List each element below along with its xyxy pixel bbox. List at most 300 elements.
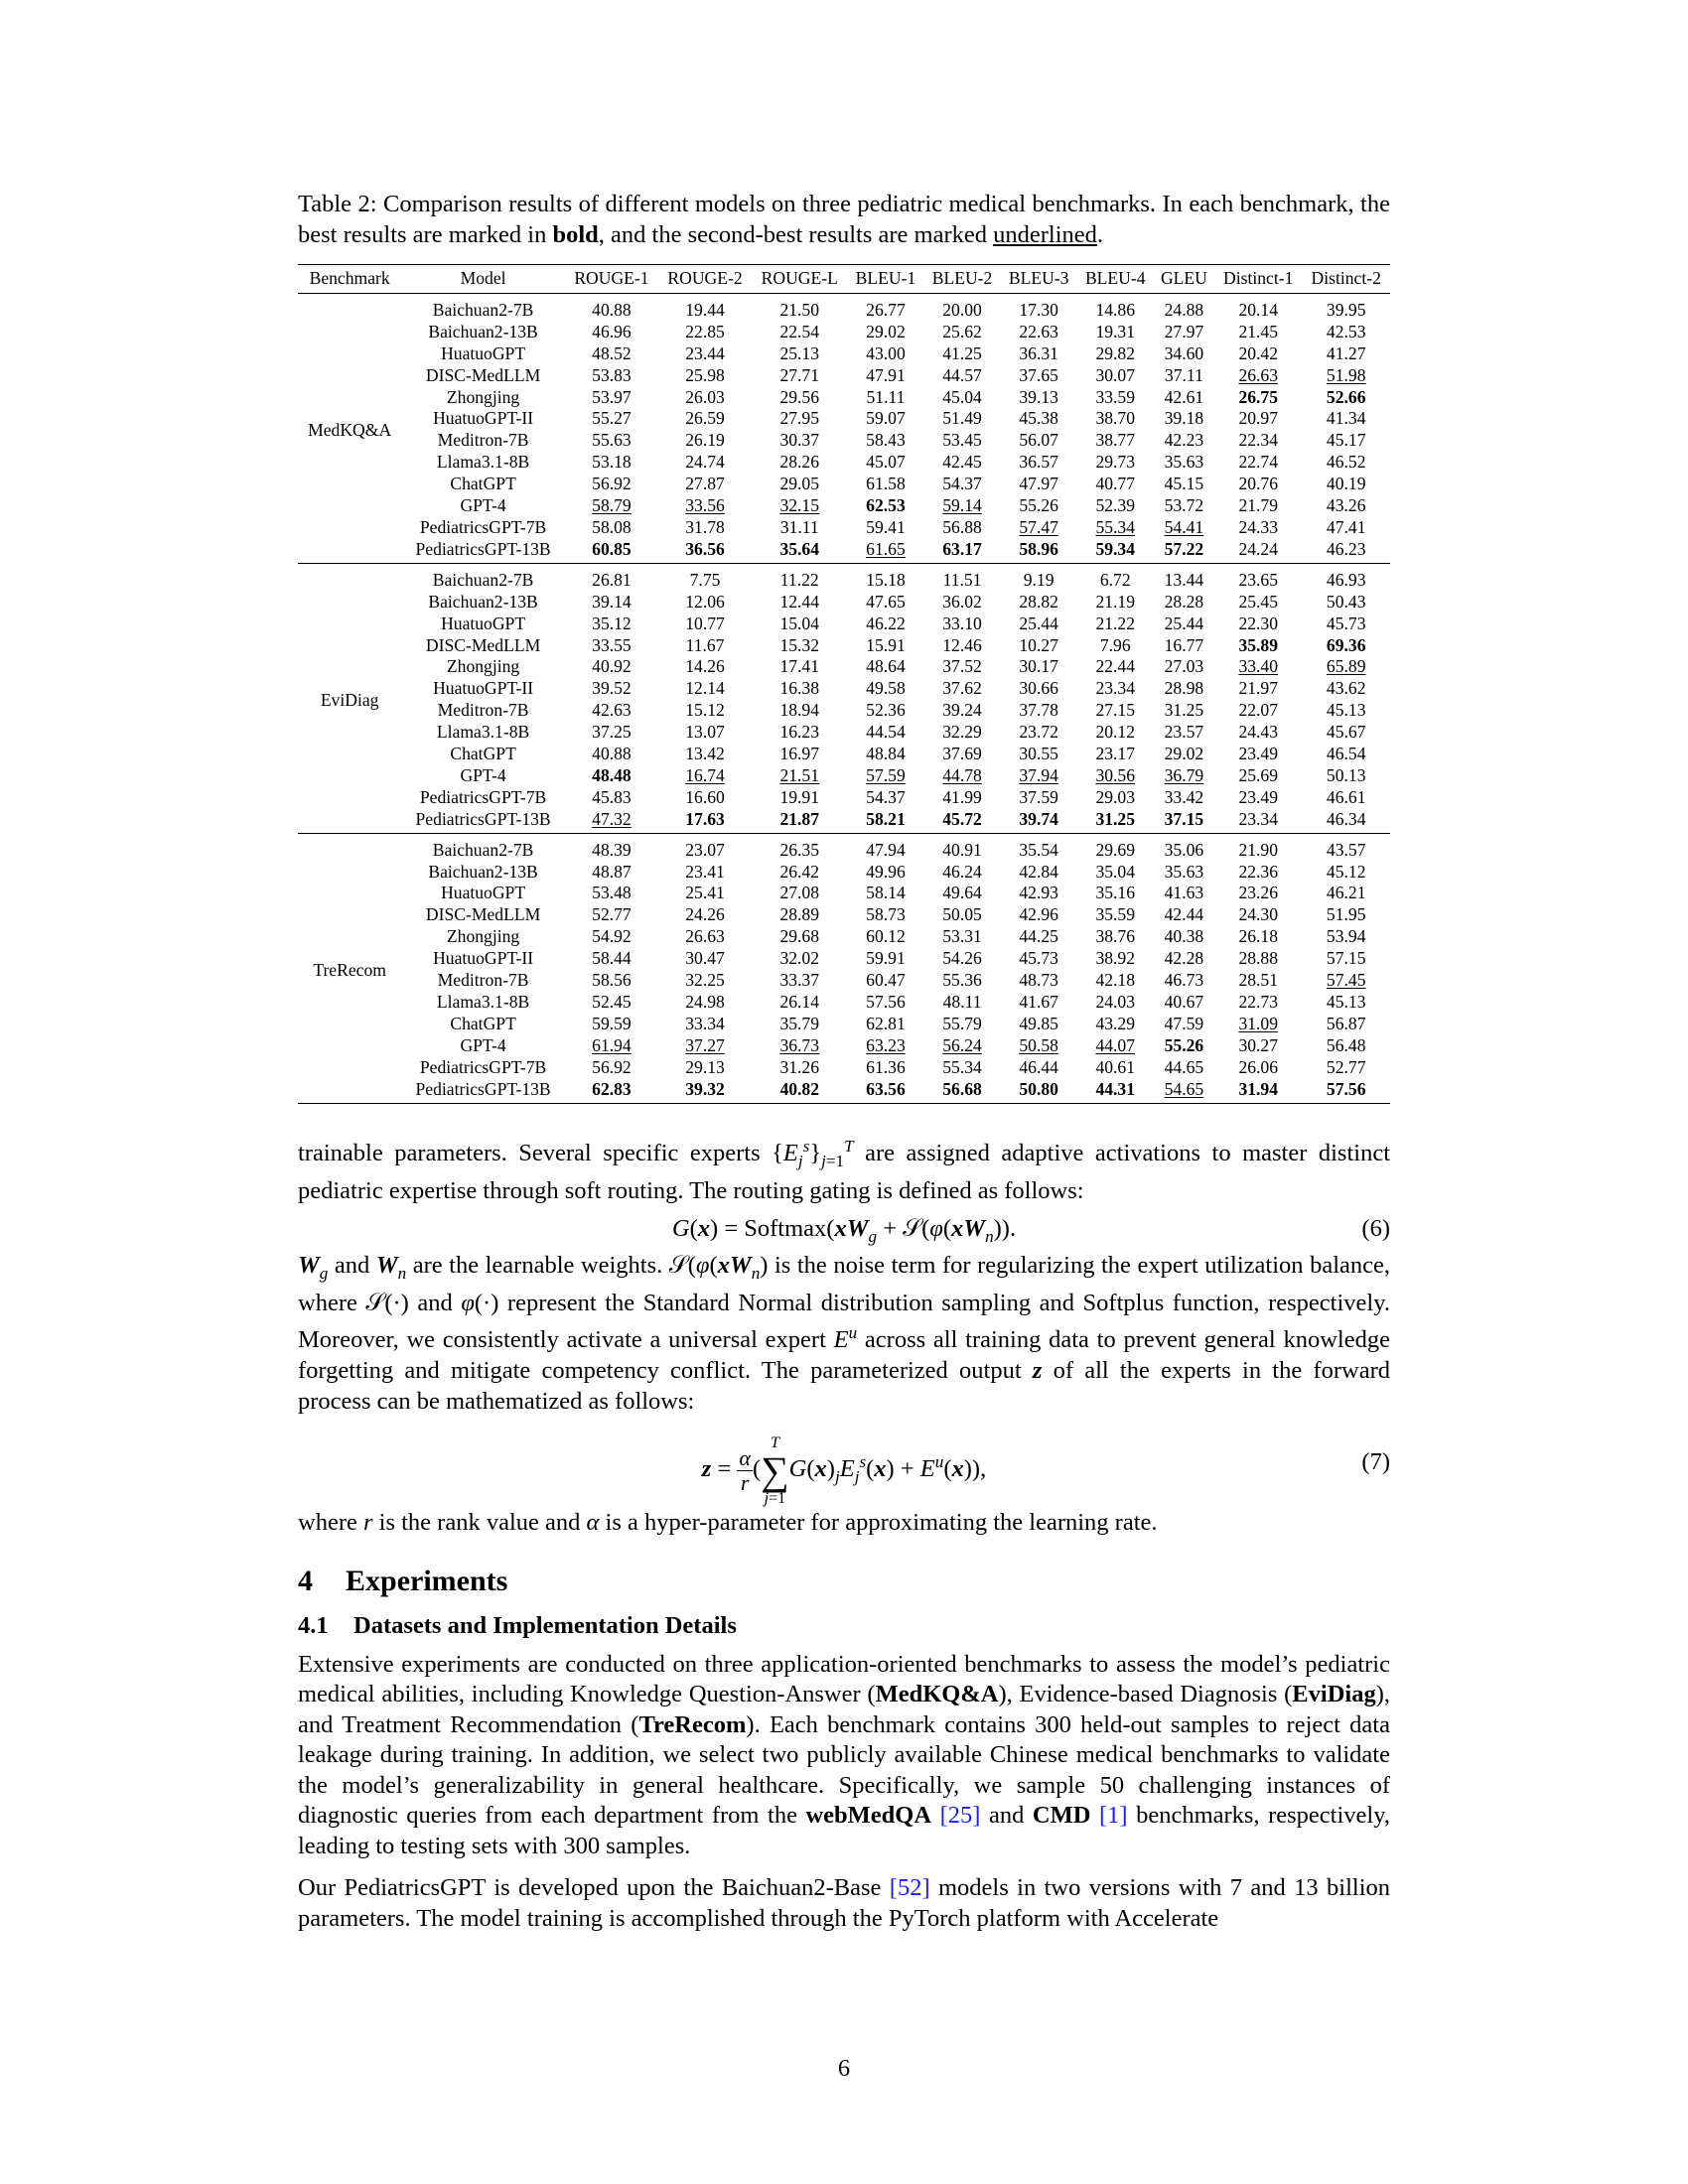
metric-cell: 30.56 — [1095, 764, 1136, 785]
column-header: ROUGE-2 — [667, 268, 743, 288]
metric-cell: 38.76 — [1095, 926, 1136, 947]
table-row — [298, 635, 1390, 657]
metric-cell: 33.55 — [592, 634, 632, 655]
metric-cell: 21.79 — [1238, 495, 1279, 516]
metric-cell: 23.65 — [1238, 569, 1279, 590]
table-row — [298, 809, 1390, 833]
metric-cell: 23.34 — [1095, 678, 1136, 699]
metric-cell: 31.11 — [779, 516, 819, 537]
metric-cell: 48.52 — [592, 342, 632, 363]
citation-link[interactable]: [1] — [1098, 1802, 1128, 1830]
metric-cell: 55.34 — [942, 1056, 982, 1077]
metric-cell: 37.27 — [685, 1034, 725, 1055]
metric-cell: 56.92 — [592, 1056, 632, 1077]
metric-cell: 43.29 — [1095, 1013, 1136, 1033]
metric-cell: 31.78 — [685, 516, 725, 537]
metric-cell: 31.94 — [1238, 1078, 1279, 1099]
metric-cell: 22.30 — [1238, 613, 1279, 633]
metric-cell: 37.78 — [1019, 700, 1058, 721]
metric-cell: 52.45 — [592, 992, 632, 1012]
table-row — [298, 926, 1390, 948]
metric-cell: 22.74 — [1238, 452, 1279, 473]
column-header: Benchmark — [309, 268, 390, 288]
metric-cell: 32.25 — [685, 970, 725, 991]
metric-cell: 29.56 — [779, 386, 820, 407]
metric-cell: 40.61 — [1095, 1056, 1136, 1077]
metric-cell: 25.62 — [942, 321, 982, 341]
metric-cell: 29.82 — [1095, 342, 1136, 363]
model-name: HuatuoGPT-II — [433, 948, 534, 969]
metric-cell: 60.12 — [866, 926, 906, 947]
metric-cell: 15.12 — [685, 700, 725, 721]
metric-cell: 6.72 — [1099, 569, 1131, 590]
metric-cell: 42.93 — [1019, 883, 1058, 903]
metric-cell: 22.85 — [685, 321, 725, 341]
metric-cell: 32.02 — [779, 948, 820, 969]
metric-cell: 36.02 — [942, 591, 982, 612]
metric-cell: 58.43 — [866, 430, 906, 451]
column-header: ROUGE-L — [761, 268, 838, 288]
metric-cell: 27.08 — [779, 883, 820, 903]
metric-cell: 19.91 — [779, 786, 820, 807]
metric-cell: 34.60 — [1164, 342, 1204, 363]
metric-cell: 60.85 — [592, 538, 632, 559]
metric-cell: 39.14 — [592, 591, 632, 612]
metric-cell: 53.18 — [592, 452, 632, 473]
metric-cell: 49.96 — [866, 861, 906, 882]
metric-cell: 35.04 — [1095, 861, 1136, 882]
model-name: Zhongjing — [446, 386, 520, 407]
metric-cell: 25.13 — [779, 342, 820, 363]
metric-cell: 45.04 — [942, 386, 982, 407]
table-row — [298, 322, 1390, 343]
table-row — [298, 904, 1390, 926]
model-name: GPT-4 — [460, 764, 506, 785]
equation-number: (6) — [1361, 1214, 1390, 1242]
metric-cell: 39.18 — [1164, 408, 1204, 429]
metric-cell: 37.52 — [942, 656, 982, 677]
metric-cell: 16.77 — [1164, 634, 1204, 655]
citation-link[interactable]: [25] — [939, 1802, 981, 1830]
metric-cell: 35.64 — [779, 538, 820, 559]
metric-cell: 48.39 — [592, 839, 632, 860]
equation-6: $G(x) = Softmax(xW_g$ + $𝒮(\varphi(xW_n))$. (6) — [298, 1211, 1390, 1247]
metric-cell: 21.87 — [779, 808, 820, 829]
metric-cell: 26.06 — [1238, 1056, 1279, 1077]
metric-cell: 52.66 — [1326, 386, 1366, 407]
table-row — [298, 765, 1390, 787]
metric-cell: 52.36 — [866, 700, 906, 721]
metric-cell: 40.77 — [1095, 474, 1136, 494]
metric-cell: 28.88 — [1238, 948, 1279, 969]
metric-cell: 51.49 — [942, 408, 982, 429]
metric-cell: 27.71 — [779, 364, 820, 385]
metric-cell: 14.86 — [1095, 299, 1136, 320]
metric-cell: 48.48 — [592, 764, 632, 785]
metric-cell: 56.48 — [1326, 1034, 1366, 1055]
metric-cell: 11.67 — [685, 634, 725, 655]
metric-cell: 39.74 — [1019, 808, 1058, 829]
metric-cell: 29.13 — [685, 1056, 725, 1077]
results-table — [298, 264, 1390, 1104]
metric-cell: 58.44 — [592, 948, 632, 969]
model-name: PediatricsGPT-7B — [419, 516, 547, 537]
metric-cell: 55.34 — [1095, 516, 1136, 537]
metric-cell: 30.66 — [1019, 678, 1058, 699]
metric-cell: 40.82 — [779, 1078, 820, 1099]
metric-cell: 40.92 — [592, 656, 632, 677]
metric-cell: 20.76 — [1238, 474, 1279, 494]
model-name: PediatricsGPT-13B — [415, 1078, 551, 1099]
metric-cell: 57.56 — [866, 992, 906, 1012]
model-name: ChatGPT — [450, 1013, 516, 1033]
benchmark-label: MedKQ&A — [308, 420, 392, 441]
metric-cell: 40.67 — [1164, 992, 1204, 1012]
metric-cell: 35.63 — [1164, 452, 1204, 473]
metric-cell: 44.07 — [1095, 1034, 1136, 1055]
metric-cell: 45.07 — [866, 452, 906, 473]
table-row — [298, 722, 1390, 744]
metric-cell: 26.19 — [685, 430, 725, 451]
metric-cell: 52.77 — [1326, 1056, 1366, 1077]
metric-cell: 63.56 — [866, 1078, 906, 1099]
metric-cell: 49.85 — [1019, 1013, 1058, 1033]
model-name: ChatGPT — [450, 474, 516, 494]
metric-cell: 24.43 — [1238, 722, 1279, 743]
model-name: HuatuoGPT — [441, 342, 526, 363]
table-row — [298, 1014, 1390, 1035]
metric-cell: 42.96 — [1019, 904, 1058, 925]
metric-cell: 58.08 — [592, 516, 632, 537]
table-row — [298, 408, 1390, 430]
metric-cell: 62.53 — [866, 495, 906, 516]
table-row — [298, 883, 1390, 904]
metric-cell: 26.14 — [779, 992, 820, 1012]
metric-cell: 15.04 — [779, 613, 820, 633]
metric-cell: 59.34 — [1095, 538, 1136, 559]
metric-cell: 45.13 — [1326, 700, 1366, 721]
metric-cell: 56.07 — [1019, 430, 1058, 451]
metric-cell: 46.61 — [1326, 786, 1366, 807]
metric-cell: 35.06 — [1164, 839, 1204, 860]
benchmark-label: TreRecom — [313, 960, 386, 981]
metric-cell: 55.36 — [942, 970, 982, 991]
metric-cell: 26.63 — [1238, 364, 1279, 385]
metric-cell: 44.65 — [1164, 1056, 1204, 1077]
metric-cell: 15.18 — [866, 569, 906, 590]
metric-cell: 46.34 — [1326, 808, 1366, 829]
table-row — [298, 744, 1390, 765]
metric-cell: 48.73 — [1019, 970, 1058, 991]
metric-cell: 37.11 — [1164, 364, 1203, 385]
metric-cell: 42.18 — [1095, 970, 1136, 991]
metric-cell: 26.35 — [779, 839, 820, 860]
metric-cell: 32.29 — [942, 722, 982, 743]
table-row — [298, 970, 1390, 992]
metric-cell: 36.73 — [779, 1034, 820, 1055]
table-row — [298, 833, 1390, 861]
table-caption: Table 2: Comparison results of different models on three pediatric medical benchmarks. In each benchmark, the best results are marked in bold, and the second-best results are marked underlined. — [298, 191, 1390, 248]
metric-cell: 18.94 — [779, 700, 820, 721]
metric-cell: 53.72 — [1164, 495, 1204, 516]
table-row — [298, 678, 1390, 700]
metric-cell: 28.51 — [1238, 970, 1279, 991]
metric-cell: 42.44 — [1164, 904, 1204, 925]
metric-cell: 33.56 — [685, 495, 725, 516]
metric-cell: 57.56 — [1326, 1078, 1366, 1099]
metric-cell: 58.73 — [866, 904, 906, 925]
metric-cell: 21.90 — [1238, 839, 1279, 860]
metric-cell: 23.17 — [1095, 744, 1136, 764]
model-name: Baichuan2-13B — [428, 591, 538, 612]
metric-cell: 12.06 — [685, 591, 725, 612]
metric-cell: 45.15 — [1164, 474, 1204, 494]
citation-link[interactable]: [52] — [889, 1874, 930, 1902]
metric-cell: 62.81 — [866, 1013, 906, 1033]
table-row — [298, 992, 1390, 1014]
model-name: HuatuoGPT-II — [433, 408, 534, 429]
metric-cell: 17.30 — [1019, 299, 1058, 320]
metric-cell: 19.44 — [685, 299, 725, 320]
metric-cell: 54.41 — [1164, 516, 1204, 537]
metric-cell: 22.73 — [1238, 992, 1279, 1012]
metric-cell: 54.37 — [942, 474, 982, 494]
metric-cell: 13.07 — [685, 722, 725, 743]
model-name: PediatricsGPT-13B — [415, 808, 551, 829]
metric-cell: 29.02 — [866, 321, 906, 341]
metric-cell: 24.33 — [1238, 516, 1279, 537]
metric-cell: 29.68 — [779, 926, 820, 947]
metric-cell: 23.07 — [685, 839, 725, 860]
metric-cell: 16.97 — [779, 744, 820, 764]
metric-cell: 16.60 — [685, 786, 725, 807]
metric-cell: 58.56 — [592, 970, 632, 991]
metric-cell: 40.19 — [1326, 474, 1366, 494]
metric-cell: 31.25 — [1164, 700, 1204, 721]
metric-cell: 28.26 — [779, 452, 820, 473]
metric-cell: 45.72 — [942, 808, 982, 829]
metric-cell: 36.31 — [1019, 342, 1058, 363]
table-row — [298, 1057, 1390, 1079]
metric-cell: 46.21 — [1326, 883, 1366, 903]
metric-cell: 26.42 — [779, 861, 820, 882]
metric-cell: 26.75 — [1238, 386, 1279, 407]
model-name: Baichuan2-7B — [432, 839, 534, 860]
metric-cell: 41.27 — [1326, 342, 1366, 363]
metric-cell: 27.03 — [1164, 656, 1204, 677]
metric-cell: 41.25 — [942, 342, 982, 363]
table-row — [298, 430, 1390, 452]
metric-cell: 45.13 — [1326, 992, 1366, 1012]
table-row — [298, 948, 1390, 970]
metric-cell: 46.24 — [942, 861, 982, 882]
metric-cell: 42.61 — [1164, 386, 1204, 407]
metric-cell: 25.44 — [1019, 613, 1058, 633]
metric-cell: 45.73 — [1019, 948, 1058, 969]
table-row — [298, 563, 1390, 591]
metric-cell: 23.49 — [1238, 786, 1279, 807]
metric-cell: 20.42 — [1238, 342, 1279, 363]
metric-cell: 7.75 — [689, 569, 721, 590]
metric-cell: 42.53 — [1326, 321, 1366, 341]
model-name: HuatuoGPT-II — [433, 678, 534, 699]
paragraph-datasets: Extensive experiments are conducted on three application-oriented benchmarks to assess the model’s pediatric medical abilities, including Knowledge Question-Answer (MedKQ&A), Evidence-based Diagnosis (EviDiag), and Treatment Recommendation (TreRecom). Each benchmark contains 300 held-out samples to reject data leakage during training. In addition, we select two publicly available Chinese medical benchmarks to validate the model’s generalizability in general healthcare. Specifically, we sample 50 challenging instances of diagnostic queries from each department from the webMedQA [25] and CMD [1] benchmarks, respectively, leading to testing sets with 300 samples. — [298, 1650, 1391, 1859]
metric-cell: 55.26 — [1164, 1034, 1204, 1055]
model-name: PediatricsGPT-7B — [419, 786, 547, 807]
metric-cell: 37.65 — [1019, 364, 1058, 385]
metric-cell: 59.41 — [866, 516, 906, 537]
metric-cell: 59.14 — [942, 495, 982, 516]
metric-cell: 62.83 — [592, 1078, 632, 1099]
metric-cell: 31.26 — [779, 1056, 820, 1077]
metric-cell: 24.24 — [1238, 538, 1279, 559]
metric-cell: 35.16 — [1095, 883, 1136, 903]
metric-cell: 52.39 — [1095, 495, 1136, 516]
metric-cell: 56.87 — [1326, 1013, 1366, 1033]
table-row — [298, 592, 1390, 614]
model-name: Meditron-7B — [437, 700, 529, 721]
metric-cell: 37.94 — [1019, 764, 1058, 785]
metric-cell: 56.24 — [942, 1034, 982, 1055]
metric-cell: 19.31 — [1095, 321, 1136, 341]
metric-cell: 21.50 — [779, 299, 820, 320]
metric-cell: 45.67 — [1326, 722, 1366, 743]
metric-cell: 20.97 — [1238, 408, 1279, 429]
metric-cell: 28.82 — [1019, 591, 1058, 612]
metric-cell: 42.84 — [1019, 861, 1058, 882]
metric-cell: 38.70 — [1095, 408, 1136, 429]
metric-cell: 35.63 — [1164, 861, 1204, 882]
metric-cell: 46.54 — [1326, 744, 1366, 764]
paragraph-experts: trainable parameters. Several specific experts $\{E_j^s\}_{j=1}^T$ are assigned adaptive activations to master distinct pediatric expertise through soft routing. The routing gating is defined as follows: — [298, 1136, 1391, 1205]
model-name: Meditron-7B — [437, 970, 529, 991]
metric-cell: 50.58 — [1019, 1034, 1058, 1055]
metric-cell: 12.46 — [942, 634, 982, 655]
metric-cell: 27.95 — [779, 408, 820, 429]
metric-cell: 48.64 — [866, 656, 906, 677]
metric-cell: 17.41 — [779, 656, 820, 677]
metric-cell: 55.63 — [592, 430, 632, 451]
metric-cell: 17.63 — [685, 808, 725, 829]
metric-cell: 48.11 — [942, 992, 982, 1012]
metric-cell: 40.91 — [942, 839, 982, 860]
metric-cell: 45.73 — [1326, 613, 1366, 633]
metric-cell: 61.58 — [866, 474, 906, 494]
column-header: BLEU-3 — [1008, 268, 1069, 288]
metric-cell: 38.92 — [1095, 948, 1136, 969]
page-content — [298, 189, 1390, 1934]
metric-cell: 61.65 — [866, 538, 906, 559]
metric-cell: 36.56 — [685, 538, 725, 559]
page-number: 6 — [837, 2055, 851, 2082]
metric-cell: 61.36 — [866, 1056, 906, 1077]
metric-cell: 45.17 — [1326, 430, 1366, 451]
benchmark-label: EviDiag — [320, 690, 379, 711]
metric-cell: 26.77 — [866, 299, 906, 320]
column-header: Distinct-2 — [1311, 268, 1381, 288]
metric-cell: 58.21 — [866, 808, 906, 829]
metric-cell: 41.67 — [1019, 992, 1058, 1012]
metric-cell: 47.91 — [866, 364, 906, 385]
metric-cell: 52.77 — [592, 904, 632, 925]
metric-cell: 44.25 — [1019, 926, 1058, 947]
metric-cell: 56.68 — [942, 1078, 982, 1099]
metric-cell: 47.65 — [866, 591, 906, 612]
metric-cell: 43.26 — [1326, 495, 1366, 516]
metric-cell: 24.26 — [685, 904, 725, 925]
metric-cell: 38.77 — [1095, 430, 1136, 451]
metric-cell: 23.49 — [1238, 744, 1279, 764]
metric-cell: 20.14 — [1238, 299, 1279, 320]
metric-cell: 22.07 — [1238, 700, 1279, 721]
metric-cell: 30.37 — [779, 430, 820, 451]
table-row — [298, 387, 1390, 409]
metric-cell: 33.42 — [1164, 786, 1204, 807]
metric-cell: 24.98 — [685, 992, 725, 1012]
metric-cell: 43.57 — [1326, 839, 1366, 860]
table-row — [298, 539, 1390, 563]
metric-cell: 37.15 — [1164, 808, 1204, 829]
table-row — [298, 293, 1390, 321]
metric-cell: 27.87 — [685, 474, 725, 494]
metric-cell: 29.73 — [1095, 452, 1136, 473]
metric-cell: 55.79 — [942, 1013, 982, 1033]
metric-cell: 10.77 — [685, 613, 725, 633]
metric-cell: 47.94 — [866, 839, 906, 860]
model-name: Meditron-7B — [437, 430, 529, 451]
model-name: Zhongjing — [446, 926, 520, 947]
metric-cell: 42.45 — [942, 452, 982, 473]
table-row — [298, 1035, 1390, 1057]
metric-cell: 48.87 — [592, 861, 632, 882]
metric-cell: 51.11 — [866, 386, 906, 407]
model-name: Llama3.1-8B — [436, 992, 530, 1012]
metric-cell: 44.78 — [942, 764, 982, 785]
metric-cell: 42.63 — [592, 700, 632, 721]
metric-cell: 57.45 — [1326, 970, 1366, 991]
metric-cell: 15.91 — [866, 634, 906, 655]
table-row — [298, 365, 1390, 387]
metric-cell: 31.25 — [1095, 808, 1136, 829]
metric-cell: 10.27 — [1019, 634, 1058, 655]
column-header: Model — [460, 268, 506, 288]
benchmark-group — [298, 293, 1390, 563]
metric-cell: 47.32 — [592, 808, 632, 829]
model-name: GPT-4 — [460, 495, 506, 516]
metric-cell: 21.51 — [779, 764, 820, 785]
metric-cell: 15.32 — [779, 634, 820, 655]
model-name: ChatGPT — [450, 744, 516, 764]
benchmark-group — [298, 563, 1390, 833]
metric-cell: 30.17 — [1019, 656, 1058, 677]
metric-cell: 29.03 — [1095, 786, 1136, 807]
metric-cell: 57.47 — [1019, 516, 1058, 537]
metric-cell: 7.96 — [1099, 634, 1131, 655]
table-row — [298, 517, 1390, 539]
metric-cell: 49.64 — [942, 883, 982, 903]
metric-cell: 30.47 — [685, 948, 725, 969]
metric-cell: 29.69 — [1095, 839, 1136, 860]
subsection-heading: 4.1 Datasets and Implementation Details — [298, 1611, 737, 1639]
metric-cell: 21.22 — [1095, 613, 1136, 633]
metric-cell: 50.43 — [1326, 591, 1366, 612]
metric-cell: 9.19 — [1023, 569, 1055, 590]
metric-cell: 56.88 — [942, 516, 982, 537]
column-header: BLEU-2 — [931, 268, 993, 288]
metric-cell: 39.32 — [685, 1078, 725, 1099]
metric-cell: 33.59 — [1095, 386, 1136, 407]
metric-cell: 26.63 — [685, 926, 725, 947]
